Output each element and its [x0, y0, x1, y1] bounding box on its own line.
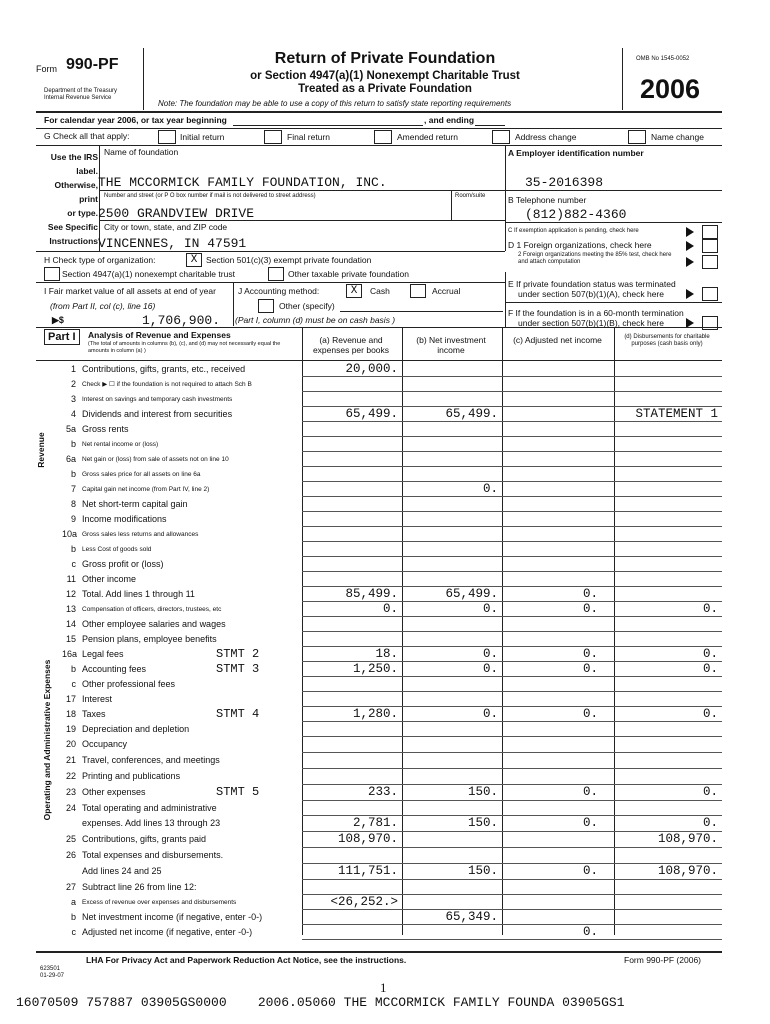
col-c-header: (c) Adjusted net income — [513, 335, 602, 345]
form-subtitle-1: or Section 4947(a)(1) Nonexempt Charitable Trust — [250, 70, 520, 82]
line-number: 12 — [65, 589, 76, 599]
part-1-row — [0, 662, 770, 677]
revenue-side-label: Revenue — [36, 432, 46, 468]
part-1-row — [0, 407, 770, 422]
line-number: 20 — [65, 739, 76, 749]
part-1-row — [0, 910, 770, 925]
use-irs-label: Use the IRS label. Otherwise, print or type. See Specific Instructions — [47, 152, 98, 246]
line-label: Net rental income or (loss) — [82, 441, 159, 448]
line-label: Total operating and administrative — [82, 803, 217, 813]
col-b-value[interactable]: 65,499. — [445, 407, 498, 421]
part-1-row — [0, 925, 770, 940]
col-b-value[interactable]: 0. — [482, 707, 498, 721]
line-label: Net investment income (if negative, enter -0-) — [82, 912, 263, 922]
part-1-row — [0, 542, 770, 557]
part-1-row — [0, 362, 770, 377]
line-number: 5a — [65, 424, 76, 434]
expenses-side-label: Operating and Administrative Expenses — [42, 659, 52, 821]
part-1-row — [0, 816, 770, 831]
line-number: 23 — [65, 787, 76, 797]
c-arrow-icon — [686, 227, 694, 237]
footer-code-1: 623501 — [40, 966, 61, 972]
line-label: Depreciation and depletion — [82, 724, 190, 734]
col-c-value[interactable]: 0. — [582, 785, 598, 799]
col-d-value[interactable]: 108,970. — [657, 864, 718, 878]
statement-reference: STMT 3 — [216, 662, 260, 676]
initial-return-label: Initial return — [180, 132, 225, 142]
part-1-row — [0, 452, 770, 467]
part-1-row — [0, 677, 770, 692]
part-1-row — [0, 753, 770, 768]
line-label: Other income — [82, 574, 137, 584]
d1-arrow-icon — [686, 241, 694, 251]
other-method-label: Other (specify) — [279, 301, 335, 311]
line-label: Gross sales price for all assets on line 6a — [82, 471, 201, 478]
line-number: 7 — [70, 484, 76, 494]
line-number: 15 — [65, 634, 76, 644]
line-number: b — [70, 664, 76, 674]
accrual-checkbox[interactable] — [410, 284, 426, 298]
4947-checkbox[interactable] — [44, 267, 60, 281]
line-label: Less Cost of goods sold — [82, 546, 152, 553]
col-a-value[interactable]: 1,280. — [352, 707, 398, 721]
col-c-value[interactable]: 0. — [582, 707, 598, 721]
line-label: Other employee salaries and wages — [82, 619, 226, 629]
city-state-zip[interactable]: VINCENNES, IN 47591 — [98, 236, 247, 251]
col-b-value[interactable]: 0. — [482, 647, 498, 661]
line-label: Income modifications — [82, 514, 167, 524]
col-d-value[interactable]: 0. — [702, 647, 718, 661]
line-number: 25 — [65, 834, 76, 844]
line-number: 9 — [70, 514, 76, 524]
and-ending: , and ending — [424, 115, 475, 125]
h-label: H Check type of organization: — [44, 255, 156, 265]
column-d-note: (Part I, column (d) must be on cash basis ) — [235, 315, 396, 325]
accrual-label: Accrual — [432, 286, 461, 296]
part-1-row — [0, 467, 770, 482]
part-1-row — [0, 832, 770, 847]
col-a-value[interactable]: 111,751. — [337, 864, 398, 878]
line-label: Subtract line 26 from line 12: — [82, 882, 197, 892]
part-1-title: Analysis of Revenue and Expenses — [88, 330, 231, 340]
col-d-value[interactable]: 0. — [702, 816, 718, 830]
form-subtitle-2: Treated as a Private Foundation — [298, 83, 472, 95]
amended-return-checkbox[interactable] — [374, 130, 392, 144]
d2-arrow-icon — [686, 257, 694, 267]
col-a-value[interactable]: 108,970. — [337, 832, 398, 846]
col-b-value[interactable]: 0. — [482, 482, 498, 496]
part-1-tag: Part I — [44, 329, 80, 345]
part-1-row — [0, 497, 770, 512]
statement-reference: STMT 5 — [216, 785, 260, 799]
name-change-label: Name change — [651, 132, 704, 142]
line-label: Other professional fees — [82, 679, 176, 689]
col-b-value[interactable]: 0. — [482, 662, 498, 676]
calendar-year-line: For calendar year 2006, or tax year beginning — [44, 115, 227, 125]
line-label: Other expenses — [82, 787, 146, 797]
part-1-row — [0, 692, 770, 707]
room-suite-label: Room/suite — [455, 193, 486, 199]
f-label-2: under section 507(b)(1)(B), check here — [518, 318, 664, 328]
dept-treasury: Department of the Treasury — [44, 88, 118, 94]
tax-year: 2006 — [640, 74, 701, 104]
amended-return-label: Amended return — [397, 132, 458, 142]
col-a-value[interactable]: 85,499. — [345, 587, 398, 601]
address-change-label: Address change — [515, 132, 577, 142]
c-exemption-checkbox[interactable] — [702, 225, 718, 239]
ein-label: A Employer identification number — [508, 148, 644, 158]
line-number: b — [70, 544, 76, 554]
col-b-value[interactable]: 150. — [467, 864, 498, 878]
part-1-row — [0, 785, 770, 800]
form-label: Form — [36, 64, 57, 74]
col-b-value[interactable]: 65,499. — [445, 587, 498, 601]
part-1-row — [0, 527, 770, 542]
col-d-value[interactable]: 0. — [702, 707, 718, 721]
line-label: Net gain or (loss) from sale of assets not on line 10 — [82, 456, 229, 463]
fmv-value[interactable]: 1,706,900. — [142, 313, 221, 328]
other-taxable-label: Other taxable private foundation — [288, 269, 409, 279]
statement-reference: STMT 2 — [216, 647, 260, 661]
line-label: Add lines 24 and 25 — [82, 866, 162, 876]
check-all-label: G Check all that apply: — [44, 131, 130, 141]
part-1-row — [0, 722, 770, 737]
d2-checkbox[interactable] — [702, 255, 718, 269]
line-label: Gross sales less returns and allowances — [82, 531, 199, 538]
omb-number: OMB No 1545-0052 — [636, 56, 690, 62]
line-label: Taxes — [82, 709, 106, 719]
col-d-value[interactable]: 0. — [702, 602, 718, 616]
part-1-row — [0, 482, 770, 497]
form-title: Return of Private Foundation — [274, 50, 496, 67]
line-number: 1 — [70, 364, 76, 374]
ein-value[interactable]: 35-2016398 — [525, 175, 604, 190]
line-number: 26 — [65, 850, 76, 860]
cash-checkbox[interactable]: X — [346, 284, 362, 298]
part-1-row — [0, 512, 770, 527]
line-label: Gross profit or (loss) — [82, 559, 164, 569]
line-label: Interest on savings and temporary cash investments — [82, 396, 233, 403]
part-1-row — [0, 801, 770, 816]
d2-label: 2 Foreign organizations meeting the 85% test, check here and attach computation — [518, 252, 672, 265]
line-number: 4 — [70, 409, 76, 419]
line-number: b — [70, 439, 76, 449]
foundation-name[interactable]: THE MCCORMICK FAMILY FOUNDATION, INC. — [98, 175, 387, 190]
line-label: expenses. Add lines 13 through 23 — [82, 818, 221, 828]
line-label: Capital gain net income (from Part IV, line 2) — [82, 486, 210, 493]
line-number: 14 — [65, 619, 76, 629]
part-1-row — [0, 864, 770, 879]
col-d-value[interactable]: STATEMENT 1 — [635, 407, 718, 421]
line-number: 22 — [65, 771, 76, 781]
line-label: Occupancy — [82, 739, 128, 749]
line-number: 18 — [65, 709, 76, 719]
irs-label: Internal Revenue Service — [44, 95, 112, 101]
city-label: City or town, state, and ZIP code — [104, 222, 228, 232]
other-method-checkbox[interactable] — [258, 299, 274, 313]
form-reference: Form 990-PF (2006) — [624, 955, 701, 965]
line-number: 17 — [65, 694, 76, 704]
d1-checkbox[interactable] — [702, 239, 718, 253]
col-a-value[interactable]: 1,250. — [352, 662, 398, 676]
col-c-value[interactable]: 0. — [582, 587, 598, 601]
e-checkbox[interactable] — [702, 287, 718, 301]
scan-line: 16070509 757887 03905GS0000 2006.05060 THE MCCORMICK FAMILY FOUNDA 03905GS1 — [16, 995, 625, 1010]
line-number: 24 — [65, 803, 76, 813]
line-number: 21 — [65, 755, 76, 765]
line-label: Adjusted net income (if negative, enter -0-) — [82, 927, 253, 937]
line-label: Compensation of officers, directors, trustees, etc — [82, 606, 222, 613]
part-1-row — [0, 647, 770, 662]
col-a-value[interactable]: 18. — [375, 647, 398, 661]
phone-label: B Telephone number — [508, 195, 587, 205]
part-1-row — [0, 737, 770, 752]
col-b-value[interactable]: 65,349. — [445, 910, 498, 924]
col-a-value[interactable]: 233. — [367, 785, 398, 799]
line-number: 8 — [70, 499, 76, 509]
line-number: 3 — [70, 394, 76, 404]
line-number: c — [71, 679, 76, 689]
col-a-value[interactable]: <26,252.> — [330, 895, 398, 909]
f-label-1: F If the foundation is in a 60-month termination — [508, 308, 684, 318]
col-c-value[interactable]: 0. — [582, 647, 598, 661]
line-number: 2 — [70, 379, 76, 389]
part-1-row — [0, 617, 770, 632]
line-label: Gross rents — [82, 424, 129, 434]
part-1-row — [0, 557, 770, 572]
col-b-header: (b) Net investment income — [416, 335, 486, 355]
part-1-row — [0, 377, 770, 392]
col-c-value[interactable]: 0. — [582, 602, 598, 616]
line-number: 13 — [65, 604, 76, 614]
part-1-row — [0, 422, 770, 437]
col-b-value[interactable]: 0. — [482, 602, 498, 616]
col-a-header: (a) Revenue and expenses per books — [312, 335, 390, 355]
col-d-header: (d) Disbursements for charitable purposes (cash basis only) — [624, 334, 710, 347]
street-label: Number and street (or P O box number if mail is not delivered to street address) — [104, 193, 316, 199]
line-label: Contributions, gifts, grants, etc., received — [82, 364, 246, 374]
line-label: Pension plans, employee benefits — [82, 634, 217, 644]
footer-code-2: 01-29-07 — [40, 973, 65, 979]
other-taxable-checkbox[interactable] — [268, 267, 284, 281]
i-label: I Fair market value of all assets at end of year — [44, 286, 216, 296]
e-label-1: E If private foundation status was terminated — [508, 279, 676, 289]
line-label: Accounting fees — [82, 664, 147, 674]
cash-label: Cash — [370, 286, 390, 296]
col-c-value[interactable]: 0. — [582, 662, 598, 676]
e-label-2: under section 507(b)(1)(A), check here — [518, 289, 664, 299]
lha-notice: LHA For Privacy Act and Paperwork Reduction Act Notice, see the instructions. — [86, 955, 407, 965]
line-number: a — [70, 897, 76, 907]
address-change-checkbox[interactable] — [492, 130, 510, 144]
part-1-row — [0, 769, 770, 784]
initial-return-checkbox[interactable] — [158, 130, 176, 144]
col-d-value[interactable]: 0. — [702, 785, 718, 799]
line-label: Total. Add lines 1 through 11 — [82, 589, 195, 599]
line-number: c — [71, 927, 76, 937]
statement-reference: STMT 4 — [216, 707, 260, 721]
4947-label: Section 4947(a)(1) nonexempt charitable trust — [62, 269, 235, 279]
part-1-row — [0, 632, 770, 647]
line-label: Excess of revenue over expenses and disbursements — [82, 899, 237, 906]
col-b-value[interactable]: 150. — [467, 816, 498, 830]
line-label: Travel, conferences, and meetings — [82, 755, 220, 765]
part-1-subtitle: (The total of amounts in columns (b), (c), and (d) may not necessarily equal the amounts in column (a) ) — [88, 341, 281, 354]
line-number: c — [71, 559, 76, 569]
line-label: Net short-term capital gain — [82, 499, 188, 509]
j-label: J Accounting method: — [238, 286, 320, 296]
line-label: Contributions, gifts, grants paid — [82, 834, 207, 844]
col-a-value[interactable]: 2,781. — [352, 816, 398, 830]
col-c-value[interactable]: 0. — [582, 816, 598, 830]
c-exemption-label: C If exemption application is pending, check here — [508, 228, 639, 234]
foundation-name-label: Name of foundation — [104, 147, 179, 157]
col-c-value[interactable]: 0. — [582, 864, 598, 878]
col-d-value[interactable]: 108,970. — [657, 832, 718, 846]
line-label: Total expenses and disbursements. — [82, 850, 224, 860]
part-1-row — [0, 587, 770, 602]
final-return-label: Final return — [287, 132, 330, 142]
final-return-checkbox[interactable] — [264, 130, 282, 144]
col-c-value[interactable]: 0. — [582, 925, 598, 939]
line-number: 16a — [62, 649, 78, 659]
col-d-value[interactable]: 0. — [702, 662, 718, 676]
line-label: Printing and publications — [82, 771, 181, 781]
part-1-row — [0, 880, 770, 895]
phone-value[interactable]: (812)882-4360 — [525, 207, 627, 222]
line-number: b — [70, 912, 76, 922]
col-a-value[interactable]: 20,000. — [345, 362, 398, 376]
col-a-value[interactable]: 0. — [382, 602, 398, 616]
line-label: Dividends and interest from securities — [82, 409, 233, 419]
form-number: 990-PF — [66, 56, 119, 73]
name-change-checkbox[interactable] — [628, 130, 646, 144]
page-number: 1 — [380, 980, 387, 995]
line-number: 10a — [62, 529, 78, 539]
line-number: b — [70, 469, 76, 479]
part-1-row — [0, 602, 770, 617]
part-1-row — [0, 707, 770, 722]
part-1-row — [0, 895, 770, 910]
col-b-value[interactable]: 150. — [467, 785, 498, 799]
form-note: Note: The foundation may be able to use a copy of this return to satisfy state reporting requirements — [158, 99, 512, 108]
501c3-checkbox[interactable]: X — [186, 253, 202, 267]
street-address[interactable]: 2500 GRANDVIEW DRIVE — [98, 206, 255, 221]
part-1-row — [0, 572, 770, 587]
line-label: Check ▶ ☐ if the foundation is not required to attach Sch B — [82, 381, 252, 388]
col-a-value[interactable]: 65,499. — [345, 407, 398, 421]
e-arrow-icon — [686, 289, 694, 299]
d1-label: D 1 Foreign organizations, check here — [508, 240, 652, 250]
line-number: 27 — [65, 882, 76, 892]
line-label: Legal fees — [82, 649, 124, 659]
501c3-label: Section 501(c)(3) exempt private foundation — [206, 255, 372, 265]
line-label: Interest — [82, 694, 113, 704]
part-1-row — [0, 392, 770, 407]
part-1-row — [0, 848, 770, 863]
i-label-2: (from Part II, col (c), line 16) — [50, 301, 156, 311]
line-number: 6a — [65, 454, 76, 464]
part-1-row — [0, 437, 770, 452]
line-number: 19 — [65, 724, 76, 734]
line-number: 11 — [66, 574, 76, 584]
fmv-dollar: ▶$ — [52, 315, 64, 325]
